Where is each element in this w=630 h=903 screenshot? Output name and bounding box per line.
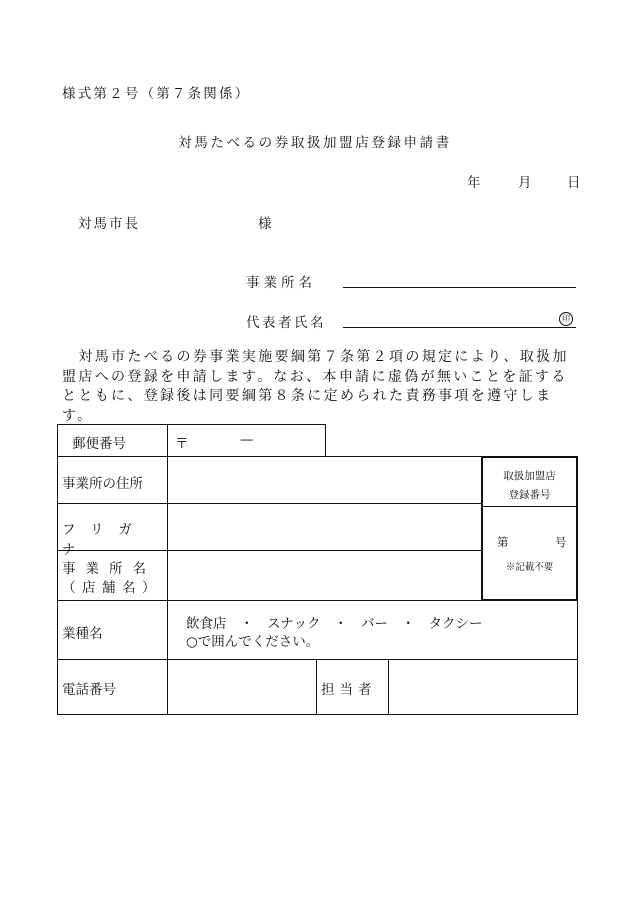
phone-label: 電話番号 — [62, 682, 116, 698]
industry-instruction: ○で囲んでください。 — [186, 634, 320, 650]
postal-dash: — — [240, 432, 254, 448]
office-name-table-label: 事業所名 — [62, 561, 156, 577]
declaration-text — [62, 348, 582, 426]
registration-note: ※記載不要 — [505, 562, 554, 573]
postal-code-field[interactable] — [190, 428, 320, 452]
date-day-label: 日 — [567, 175, 581, 191]
table-line — [57, 659, 578, 660]
honorific: 様 — [258, 216, 272, 232]
table-line — [57, 424, 325, 425]
postal-mark: 〒 — [175, 436, 189, 452]
registration-box-title: 取扱加盟店 — [503, 470, 556, 482]
registration-box-divider — [483, 506, 576, 507]
date-month-label: 月 — [518, 175, 532, 191]
furigana-field[interactable] — [170, 506, 478, 548]
office-name-field[interactable] — [343, 287, 576, 288]
phone-field[interactable] — [170, 662, 313, 712]
contact-person-label: 担当者 — [321, 682, 377, 698]
table-line — [316, 659, 317, 715]
registration-number-box — [481, 456, 578, 601]
form-number: 様式第２号（第７条関係） — [62, 86, 251, 102]
table-line — [57, 424, 58, 715]
table-line — [388, 659, 389, 715]
table-line — [325, 424, 326, 457]
office-name-label: 事業所名 — [246, 275, 316, 291]
representative-name-label: 代表者氏名 — [246, 315, 326, 331]
table-line — [57, 503, 481, 504]
declaration-line: 盟店への登録を申請します。なお、本申請に虚偽が無いことを証する — [62, 368, 568, 385]
addressee: 対馬市長 — [78, 216, 140, 232]
industry-label: 業種名 — [62, 626, 103, 642]
furigana-label: フリガナ — [62, 522, 147, 558]
seal-mark: 印 — [559, 312, 573, 326]
table-line — [167, 424, 168, 715]
postal-code-label: 郵便番号 — [72, 436, 126, 452]
registration-box-subtitle: 登録番号 — [508, 489, 551, 501]
representative-name-field[interactable] — [343, 327, 576, 328]
date-year-label: 年 — [467, 175, 481, 191]
registration-number-prefix: 第 — [497, 535, 509, 549]
table-line — [57, 714, 578, 715]
contact-person-field[interactable] — [391, 662, 575, 712]
address-label: 事業所の住所 — [62, 476, 143, 492]
industry-options[interactable]: 飲食店 ・ スナック ・ バー ・ タクシー — [186, 616, 483, 632]
declaration-line: とともに、登録後は同要綱第８条に定められた責務事項を遵守します。 — [62, 388, 553, 424]
address-field[interactable] — [170, 459, 478, 501]
document-title: 対馬たべるの券取扱加盟店登録申請書 — [178, 135, 452, 151]
office-name-table-field[interactable] — [170, 553, 478, 597]
declaration-line: 対馬市たべるの券事業実施要綱第７条第２項の規定により、取扱加 — [62, 349, 569, 365]
registration-number-suffix: 号 — [555, 535, 567, 549]
store-name-label: （店舗名） — [62, 580, 162, 596]
